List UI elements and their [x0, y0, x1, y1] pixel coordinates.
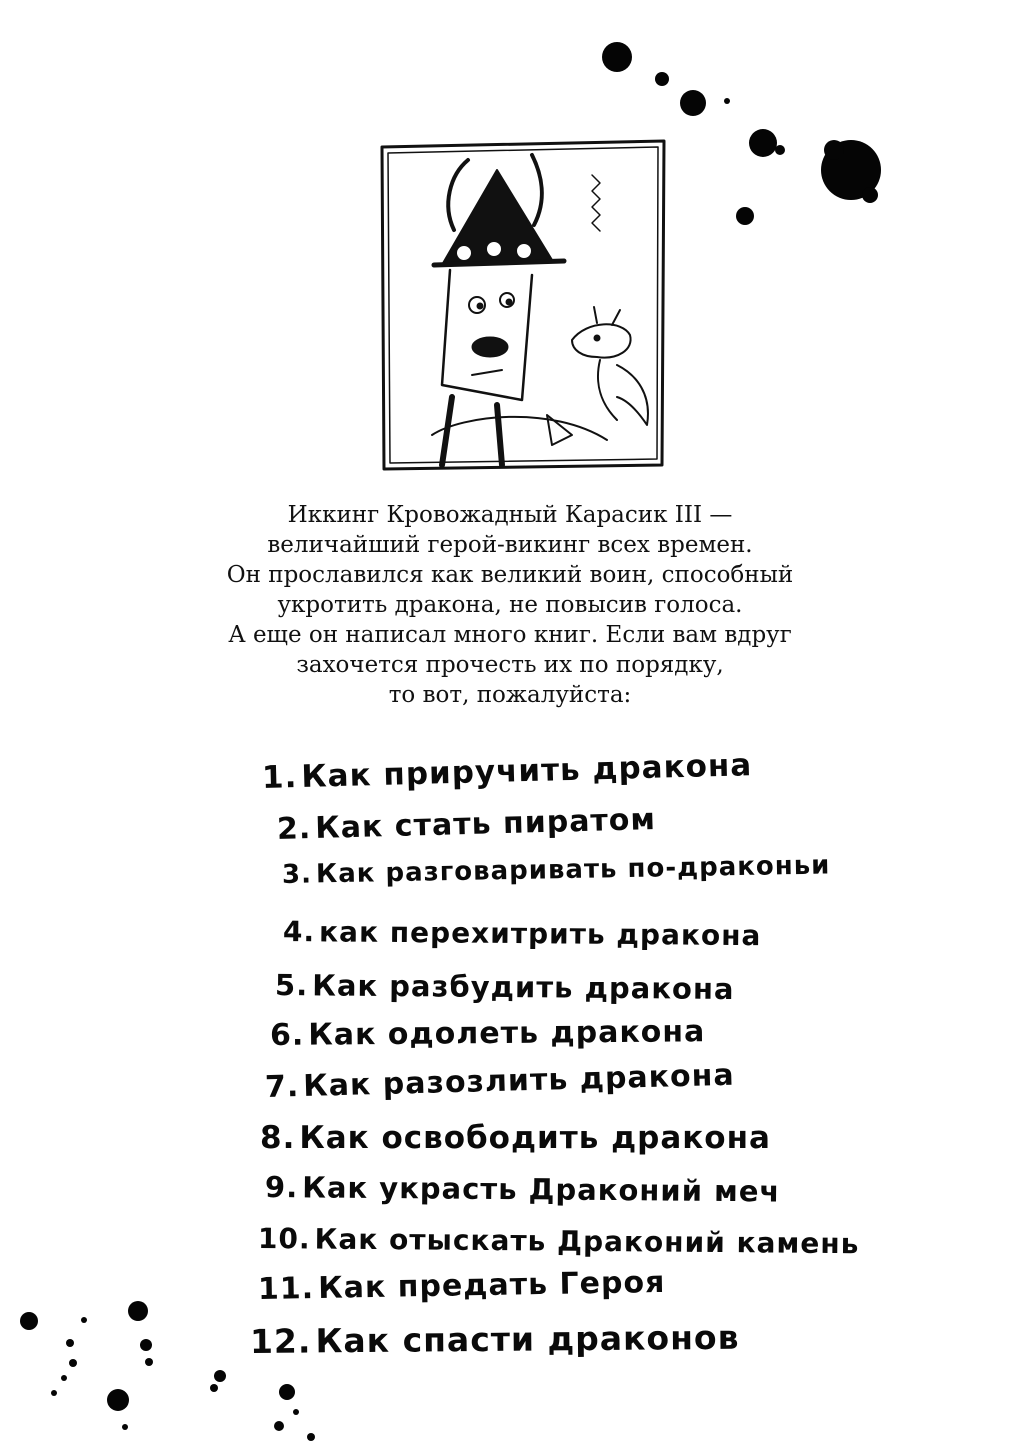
intro-line: укротить дракона, не повысив голоса. — [277, 592, 743, 618]
book-title: Как разговаривать по-драконьи — [315, 850, 831, 890]
book-number: 3. — [281, 859, 313, 890]
book-title: Как одолеть дракона — [308, 1014, 706, 1053]
book-item — [265, 1170, 781, 1208]
book-title: Как спасти драконов — [315, 1317, 740, 1361]
book-title: Как украсть Драконий меч — [302, 1170, 781, 1209]
intro-line: захочется прочесть их по порядку, — [296, 652, 724, 678]
book-item — [275, 968, 735, 1006]
intro-line: величайший герой-викинг всех времен. — [267, 532, 753, 558]
book-item — [282, 850, 831, 890]
book-item — [270, 1014, 706, 1053]
book-number: 12. — [249, 1321, 312, 1361]
intro-line: Он прославился как великий воин, способный — [226, 562, 794, 588]
intro-line: А еще он написал много книг. Если вам вдруг — [228, 622, 792, 648]
book-number: 5. — [274, 968, 309, 1003]
book-item — [265, 1058, 735, 1105]
book-number: 11. — [257, 1271, 315, 1307]
intro-line: Иккинг Кровожадный Карасик III — — [287, 502, 733, 528]
book-title: Как отыскать Драконий камень — [314, 1222, 860, 1261]
book-number: 10. — [257, 1222, 311, 1256]
book-number: 4. — [282, 915, 316, 949]
book-title: Как разбудить дракона — [312, 968, 735, 1007]
book-item — [262, 747, 753, 796]
book-item — [277, 802, 657, 847]
book-item — [260, 1120, 771, 1156]
book-item — [258, 1222, 860, 1260]
book-item — [258, 1265, 666, 1307]
book-number: 8. — [260, 1120, 296, 1156]
book-title: как перехитрить дракона — [318, 915, 762, 953]
book-number: 7. — [264, 1069, 300, 1105]
book-number: 6. — [269, 1017, 305, 1053]
book-item — [250, 1318, 740, 1361]
book-number: 9. — [264, 1170, 299, 1205]
book-number: 1. — [261, 759, 298, 796]
book-title: Как предать Героя — [317, 1264, 666, 1306]
book-item — [283, 915, 762, 952]
intro-line: то вот, пожалуйста: — [388, 682, 632, 708]
book-title: Как разозлить дракона — [302, 1057, 736, 1104]
book-number: 2. — [276, 811, 312, 847]
book-title: Как освободить дракона — [299, 1120, 771, 1156]
book-title: Как стать пиратом — [314, 802, 657, 846]
book-title: Как приручить дракона — [300, 747, 753, 795]
